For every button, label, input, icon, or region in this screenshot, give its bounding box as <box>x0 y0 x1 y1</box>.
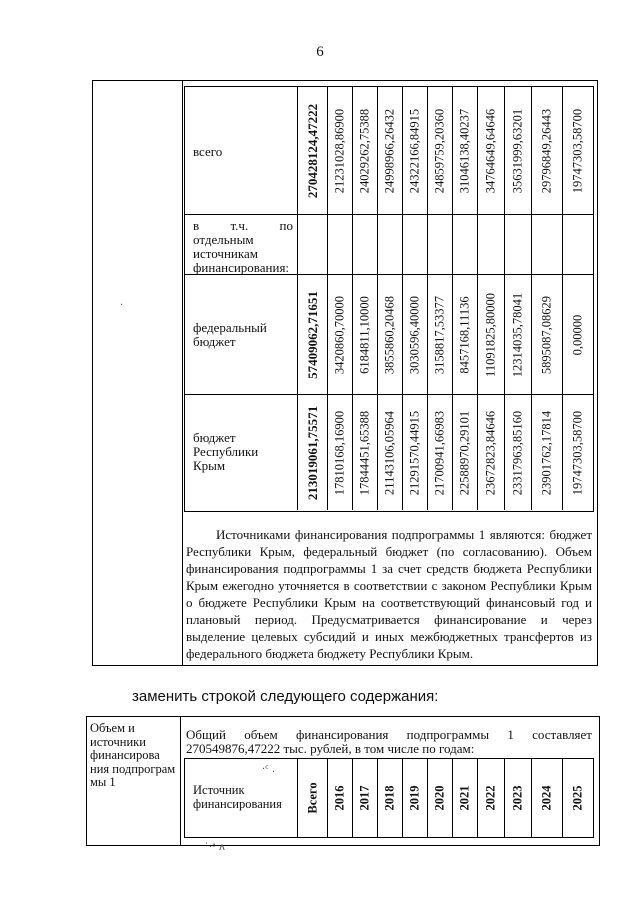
row-label: бюджет Республики Крым <box>185 395 298 510</box>
table-cell <box>478 215 505 274</box>
cell-value: 11091825,80000 <box>483 292 498 377</box>
cell-value: 5895087,08629 <box>539 295 554 374</box>
table-row <box>185 394 593 510</box>
cell-value: 12314035,78041 <box>510 292 525 377</box>
table-cell <box>453 275 478 394</box>
row-label: всего <box>185 87 298 214</box>
header-cell <box>328 759 353 837</box>
table-cell <box>478 275 505 394</box>
header-cell <box>453 759 478 837</box>
cell-value: 23901762,17814 <box>539 410 554 495</box>
cell-value: 57409062,71651 <box>304 290 320 379</box>
header-cell <box>532 759 563 837</box>
table-cell <box>378 87 403 214</box>
cell-value: 22588970,29101 <box>457 410 472 495</box>
table-cell <box>353 87 378 214</box>
replace-instruction: заменить строкой следующего содержания: <box>132 688 439 705</box>
cell-value: 23672823,84646 <box>483 410 498 495</box>
cell-value: 34764649,64646 <box>483 108 498 193</box>
header-year: 2017 <box>357 785 372 811</box>
scan-mark: ˙·ᵌ ᴧ <box>204 842 225 853</box>
table-cell <box>532 87 563 214</box>
cell-value: 8457168,11136 <box>457 295 472 374</box>
cell-value: 19747303,58700 <box>570 410 585 495</box>
table-cell <box>328 87 353 214</box>
cell-value: 24998966,26432 <box>382 108 397 193</box>
cell-value: 3158817,53377 <box>432 295 447 374</box>
header-cell <box>478 759 505 837</box>
table-cell <box>453 215 478 274</box>
table-cell <box>378 275 403 394</box>
cell-value: 24322166,84915 <box>407 108 422 193</box>
cell-value: 3030596,40000 <box>407 295 422 374</box>
table-cell <box>353 275 378 394</box>
header-year: 2024 <box>539 785 554 811</box>
table-cell <box>298 215 328 274</box>
table-row <box>185 86 593 214</box>
table-cell <box>403 87 428 214</box>
table-cell <box>328 275 353 394</box>
header-year: 2019 <box>407 785 422 811</box>
note-text: Источниками финансирования подпрограммы 1 являются: бюджет Республики Крым, федеральный бюджет (по согласованию). Объем финансирования подпрограммы 1 за счет средств бюджета Республики Крым ежегодно уточняется в соответствии с законом Республики Крым о бюджете Республики Крым на соответствующий финансовый год и плановый период. Предусматривается финансирование и через выделение целевых субсидий и иных межбюджетных трансфертов из федерального бюджета бюджету Республики Крым. <box>186 527 592 661</box>
table-cell <box>428 87 453 214</box>
table-cell <box>505 275 532 394</box>
table-cell <box>563 275 593 394</box>
cell-value: 24859759,20360 <box>432 108 447 193</box>
table-cell <box>532 275 563 394</box>
scan-mark: ·ᶜ . <box>262 764 276 775</box>
table-cell <box>563 87 593 214</box>
header-year: 2020 <box>432 785 447 811</box>
scan-mark: · <box>120 300 124 311</box>
header-cell <box>298 759 328 837</box>
table-cell <box>428 215 453 274</box>
new-row-text <box>186 728 592 756</box>
header-year: 2018 <box>382 785 397 811</box>
cell-value: 21291570,44915 <box>407 410 422 495</box>
source-header: Источник финансирования <box>185 759 298 837</box>
upper-frame-divider <box>182 80 183 666</box>
header-year: 2023 <box>510 785 525 811</box>
table-cell <box>298 275 328 394</box>
table-cell <box>328 215 353 274</box>
table-cell <box>353 215 378 274</box>
table-cell <box>563 395 593 510</box>
table-cell <box>505 395 532 510</box>
new-row-line-1: Общий объем финансирования подпрограммы 1 составляет <box>186 727 592 742</box>
cell-value: 17810168,16900 <box>332 410 347 495</box>
table-cell <box>478 395 505 510</box>
cell-value: 213019061,75571 <box>304 405 320 500</box>
header-total: Всего <box>305 782 319 814</box>
cell-value: 35631999,63201 <box>510 108 525 193</box>
table-cell <box>453 87 478 214</box>
header-year: 2016 <box>332 785 347 811</box>
header-year: 2022 <box>483 785 498 811</box>
table-cell <box>378 395 403 510</box>
table-cell <box>353 395 378 510</box>
table-row <box>185 214 593 274</box>
cell-value: 31046138,40237 <box>457 108 472 193</box>
table-cell <box>563 215 593 274</box>
header-cell <box>378 759 403 837</box>
table-cell <box>505 215 532 274</box>
cell-value: 21143106,05964 <box>382 410 397 495</box>
table-cell <box>428 275 453 394</box>
header-year: 2021 <box>457 785 472 811</box>
funding-note <box>186 526 592 662</box>
table-cell <box>403 215 428 274</box>
cell-value: 270428124,47222 <box>304 103 320 198</box>
cell-value: 6184811,10000 <box>357 295 372 374</box>
table-cell <box>428 395 453 510</box>
table-cell <box>532 395 563 510</box>
cell-value: 24029262,75388 <box>357 108 372 193</box>
header-cell <box>403 759 428 837</box>
funding-table <box>184 86 594 512</box>
table-cell <box>298 395 328 510</box>
page-number: 6 <box>316 44 324 60</box>
new-row-line-2: 270549876,47222 тыс. рублей, в том числе по годам: <box>186 741 475 756</box>
row-label: федеральный бюджет <box>185 275 298 394</box>
table-cell <box>453 395 478 510</box>
table-cell <box>478 87 505 214</box>
row-label: в т.ч. по отдельным источникам финансирования: <box>185 215 298 274</box>
table-cell <box>532 215 563 274</box>
cell-value: 3855860,20468 <box>382 295 397 374</box>
header-cell <box>563 759 593 837</box>
lower-frame-divider <box>180 716 181 846</box>
table-cell <box>378 215 403 274</box>
year-header-table <box>184 758 594 838</box>
cell-value: 29796849,26443 <box>539 108 554 193</box>
cell-value: 23317963,85160 <box>510 410 525 495</box>
cell-value: 21700941,66983 <box>432 410 447 495</box>
header-cell <box>505 759 532 837</box>
table-cell <box>505 87 532 214</box>
table-cell <box>298 87 328 214</box>
table-cell <box>328 395 353 510</box>
cell-value: 0,00000 <box>570 314 585 355</box>
cell-value: 21231028,86900 <box>332 108 347 193</box>
table-cell <box>403 395 428 510</box>
cell-value: 3420860,70000 <box>332 295 347 374</box>
header-cell <box>353 759 378 837</box>
cell-value: 19747303,58700 <box>570 108 585 193</box>
header-year: 2025 <box>570 785 585 811</box>
header-cell <box>428 759 453 837</box>
row-heading: Объем и источники финансирова ния подпрограм мы 1 <box>90 721 176 789</box>
table-row <box>185 274 593 394</box>
cell-value: 17844451,65388 <box>357 410 372 495</box>
table-cell <box>403 275 428 394</box>
